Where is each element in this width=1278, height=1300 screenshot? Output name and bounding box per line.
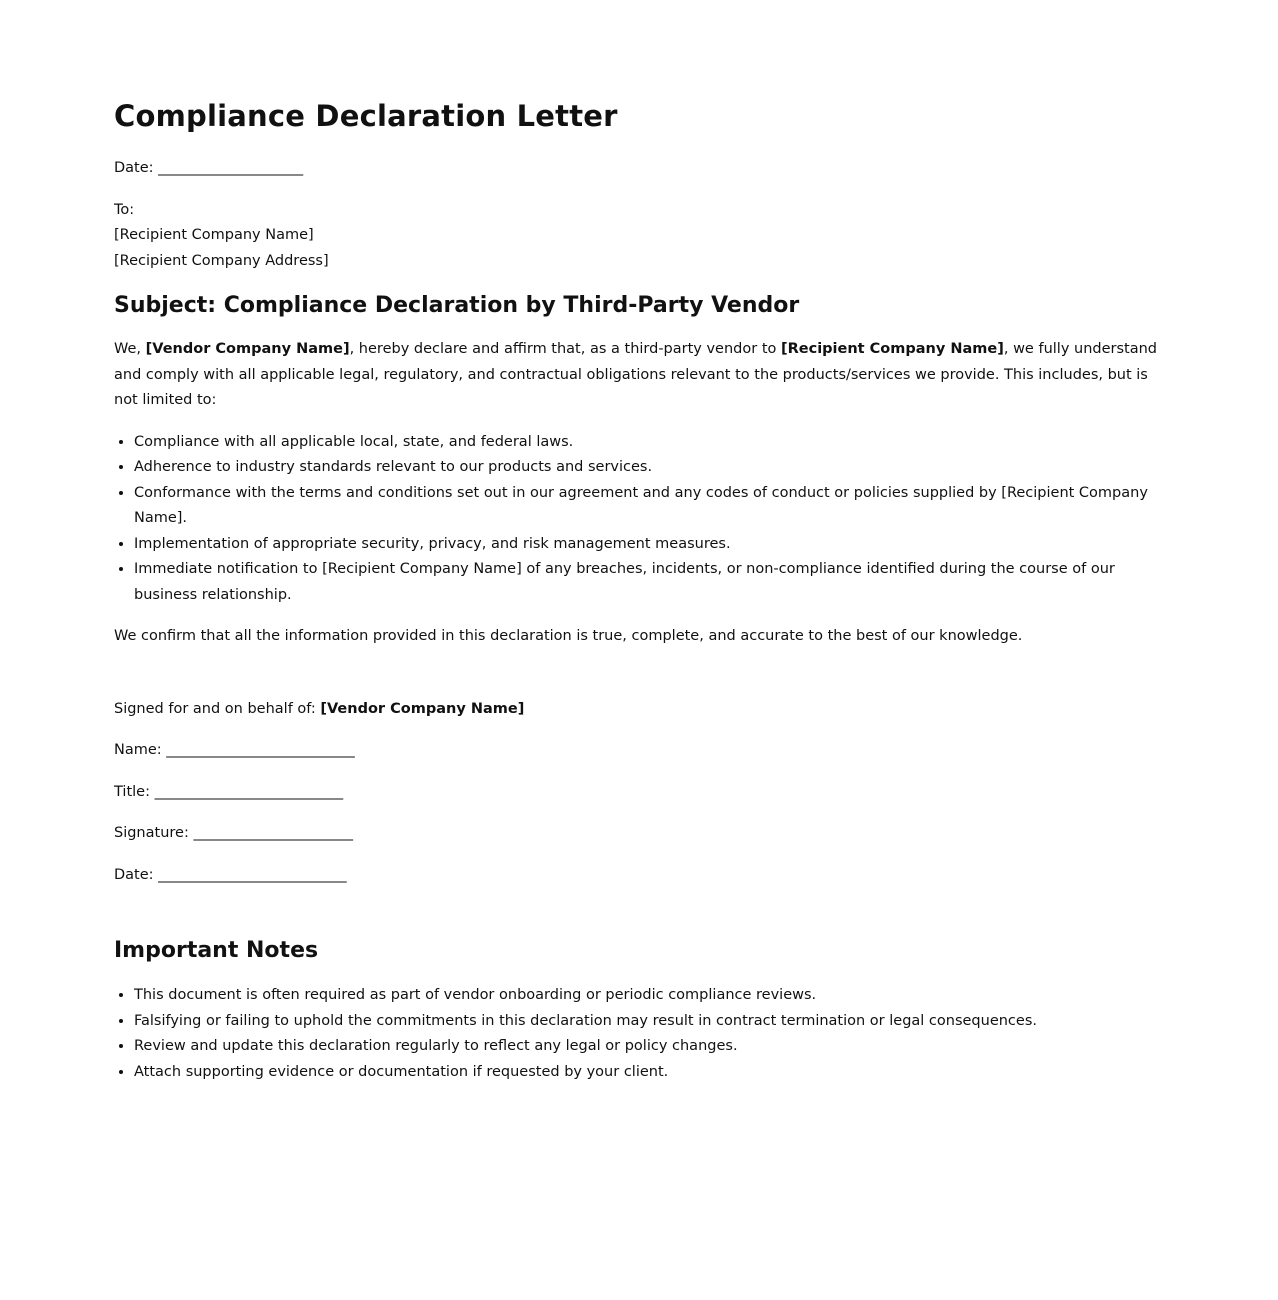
list-item: • Adherence to industry standards relevant to our products and services.	[134, 455, 1166, 481]
list-item: • Falsifying or failing to uphold the commitments in this declaration may result in contract termination or legal consequences.	[134, 1009, 1166, 1035]
name-label: Name:	[114, 742, 162, 758]
title-field-line	[114, 780, 1166, 806]
date-blank: ____________________	[158, 160, 304, 176]
obligations-list	[114, 430, 1166, 609]
signature-field-line	[114, 821, 1166, 847]
list-item: • This document is often required as part of vendor onboarding or periodic compliance reviews.	[134, 983, 1166, 1009]
title-label: Title:	[114, 783, 150, 800]
list-item: • Immediate notification to [Recipient Company Name] of any breaches, incidents, or non-compliance identified during the course of our business relationship.	[134, 557, 1166, 608]
signed-vendor-name: [Vendor Company Name]	[320, 700, 525, 717]
name-field-line	[114, 738, 1166, 764]
signing-date-label: Date:	[114, 866, 154, 883]
intro-paragraph	[114, 337, 1166, 414]
to-label: To:	[114, 201, 135, 218]
recipient-address: [Recipient Company Address]	[114, 252, 329, 269]
title-blank: __________________________	[154, 783, 344, 800]
intro-text-2: , hereby declare and affirm that, as a third-party vendor to	[349, 341, 781, 357]
notes-heading: Important Notes	[114, 938, 319, 963]
intro-text-3: , we fully understand and comply with all applicable legal, regulatory, and contractual obligations relevant to the products/services we provide. This includes, but is not limited to:	[114, 341, 1157, 408]
signing-date-blank: __________________________	[158, 866, 347, 883]
intro-text-1: We,	[114, 341, 146, 357]
signature-blank: ______________________	[193, 825, 353, 841]
signed-label: Signed for and on behalf of:	[114, 700, 321, 717]
intro-vendor-name: [Vendor Company Name]	[145, 341, 350, 357]
confirmation-paragraph: We confirm that all the information provided in this declaration is true, complete, and accurate to the best of our knowledge.	[114, 628, 1023, 644]
page-title: Compliance Declaration Letter	[114, 99, 618, 133]
subject-heading: Subject: Compliance Declaration by Third-Party Vendor	[114, 293, 800, 318]
name-blank: __________________________	[166, 742, 355, 758]
signature-label: Signature:	[114, 825, 189, 841]
date-line	[114, 156, 1166, 182]
list-item: • Conformance with the terms and conditions set out in our agreement and any codes of conduct or policies supplied by [Recipient Company Name].	[134, 481, 1166, 532]
signed-on-behalf-line	[114, 697, 1166, 723]
list-item: • Implementation of appropriate security, privacy, and risk management measures.	[134, 532, 1166, 558]
recipient-block	[114, 198, 1166, 275]
signing-date-field-line	[114, 863, 1166, 889]
recipient-name: [Recipient Company Name]	[114, 227, 314, 243]
notes-list	[114, 983, 1166, 1085]
date-label: Date:	[114, 160, 154, 176]
list-item: • Compliance with all applicable local, state, and federal laws.	[134, 430, 1166, 456]
letter-body	[114, 94, 1166, 1085]
list-item: • Review and update this declaration regularly to reflect any legal or policy changes.	[134, 1034, 1166, 1060]
intro-recipient-name: [Recipient Company Name]	[780, 341, 1004, 357]
list-item: • Attach supporting evidence or documentation if requested by your client.	[134, 1060, 1166, 1086]
